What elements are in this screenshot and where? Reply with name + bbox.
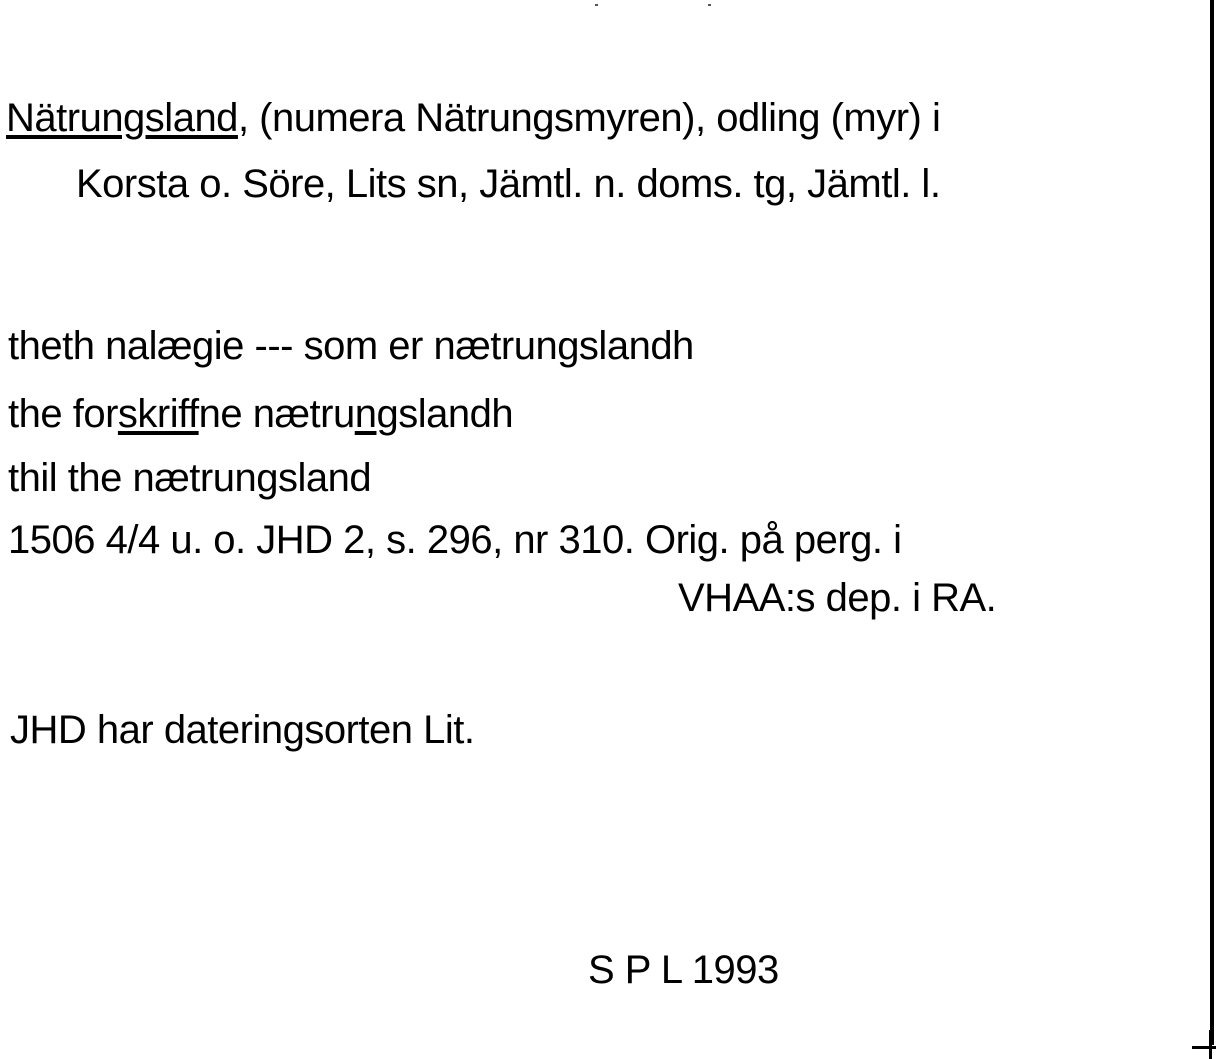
scan-speck — [708, 4, 711, 6]
heading-line-2: Korsta o. Söre, Lits sn, Jämtl. n. doms. tg, Jämtl. l. — [76, 162, 941, 206]
source-line-1: 1506 4/4 u. o. JHD 2, s. 296, nr 310. Orig. på perg. i — [8, 518, 902, 562]
scan-speck — [595, 4, 598, 6]
heading-line-1 — [6, 94, 940, 142]
citation-2-part-3: gslandh — [376, 392, 514, 436]
citation-2-part-2: ne nætru — [198, 392, 355, 436]
card-edge-rule — [1210, 0, 1214, 1045]
corner-tick-vertical — [1209, 1030, 1212, 1059]
citation-2-underlined-1: skriff — [117, 392, 199, 436]
heading-rest: , (numera Nätrungsmyren), odling (myr) i — [237, 96, 941, 140]
corner-tick-horizontal — [1192, 1046, 1216, 1049]
headword: Nätrungsland — [6, 96, 238, 140]
citation-2-part-1: the for — [8, 392, 118, 436]
citation-2-underlined-2: n — [354, 392, 377, 436]
citation-3: thil the nætrungsland — [8, 456, 372, 500]
citation-2 — [8, 390, 513, 438]
source-line-2: VHAA:s dep. i RA. — [678, 576, 997, 620]
signature: S P L 1993 — [588, 948, 779, 992]
citation-1: theth nalægie --- som er nætrungslandh — [8, 324, 694, 368]
note: JHD har dateringsorten Lit. — [10, 708, 475, 752]
